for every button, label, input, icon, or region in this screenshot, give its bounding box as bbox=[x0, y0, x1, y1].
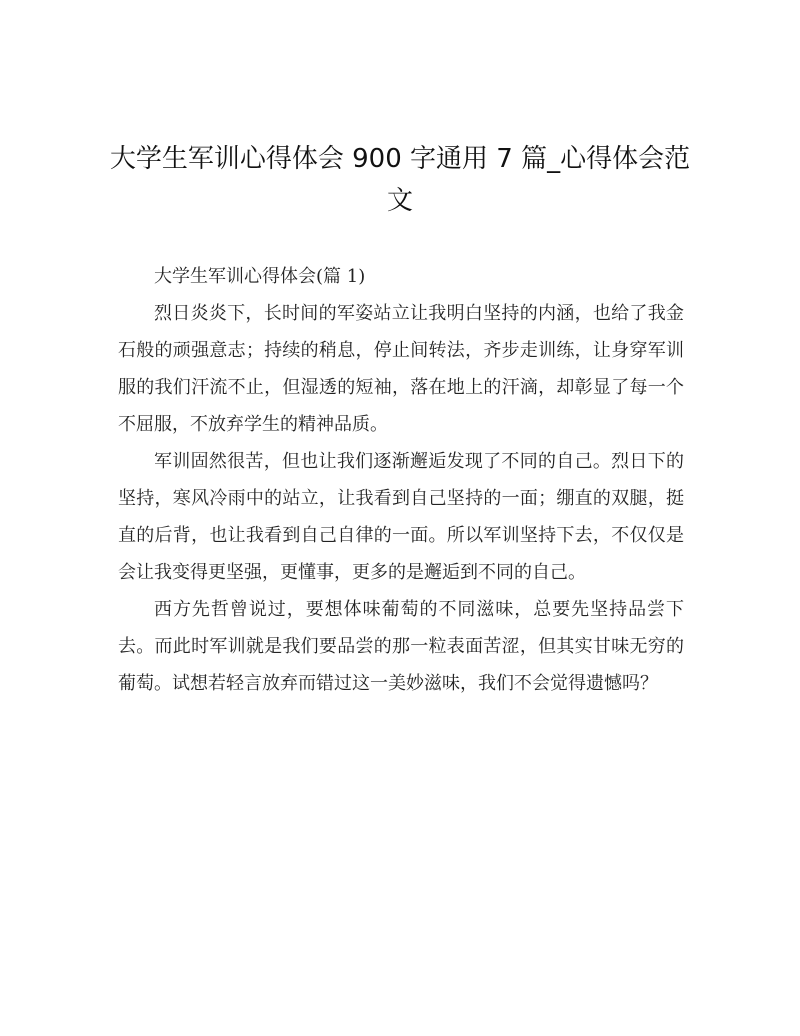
document-title: 大学生军训心得体会 900 字通用 7 篇_心得体会范文 bbox=[109, 144, 691, 216]
paragraph-3: 西方先哲曾说过，要想体味葡萄的不同滋味，总要先坚持品尝下去。而此时军训就是我们要品尝的那一粒表面苦涩，但其实甘味无穷的葡萄。试想若轻言放弃而错过这一美妙滋味，我们不会觉得遗憾吗？ bbox=[118, 599, 684, 694]
paragraph-2: 军训固然很苦，但也让我们逐渐邂逅发现了不同的自己。烈日下的坚持，寒风冷雨中的站立，让我看到自己坚持的一面；绷直的双腿，挺直的后背，也让我看到自己自律的一面。所以军训坚持下去，不仅仅是会让我变得更坚强，更懂事，更多的是邂逅到不同的自己。 bbox=[118, 451, 684, 583]
document-body bbox=[118, 258, 684, 702]
section-heading: 大学生军训心得体会(篇 1) bbox=[154, 266, 366, 287]
paragraph-1: 烈日炎炎下，长时间的军姿站立让我明白坚持的内涵，也给了我金石般的顽强意志；持续的稍息，停止间转法，齐步走训练，让身穿军训服的我们汗流不止，但湿透的短袖，落在地上的汗滴，却彰显了每一个不屈服，不放弃学生的精神品质。 bbox=[118, 303, 684, 435]
